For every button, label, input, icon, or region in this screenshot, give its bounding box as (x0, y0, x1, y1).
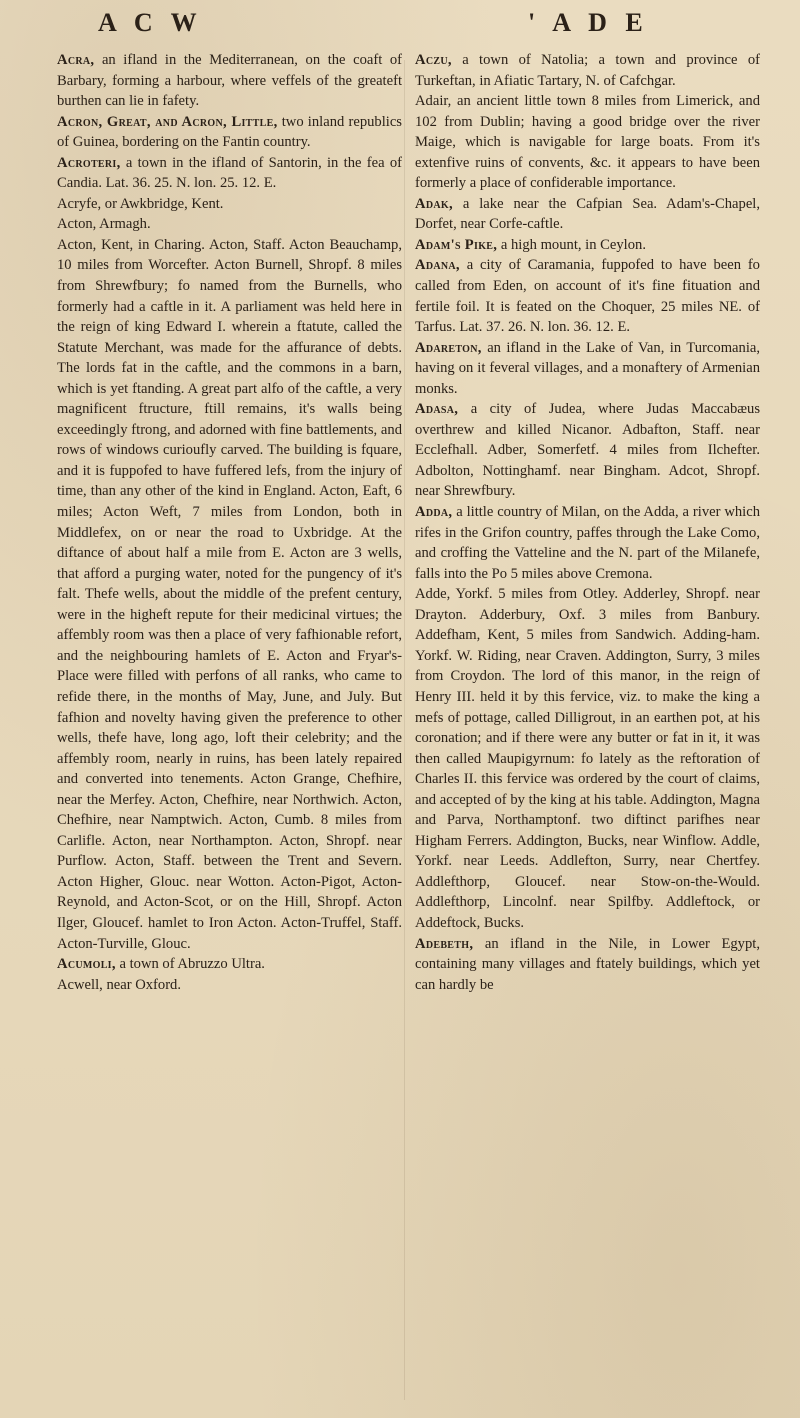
dictionary-entry (415, 399, 760, 502)
entry-headword: Adareton, (415, 339, 482, 356)
dictionary-entry (415, 194, 760, 235)
entry-headword: Acroteri, (57, 154, 121, 171)
right-column (415, 50, 760, 995)
dictionary-entry (57, 954, 402, 975)
entry-text: Acton, Armagh. (57, 216, 151, 233)
entry-headword: Adasa, (415, 401, 459, 418)
dictionary-entry (57, 194, 402, 215)
column-gutter (404, 60, 405, 1400)
dictionary-entry (415, 91, 760, 194)
dictionary-entry (415, 338, 760, 400)
header-left: A C W (98, 8, 203, 37)
entry-text: Adde, Yorkf. 5 miles from Otley. Adderley, Shropf. near Drayton. Adderbury, Oxf. 3 miles from Banbury. Addefham, Kent, 5 miles from Sandwich. Adding-ham. Yorkf. W. Riding, near Craven. Addington, Surry, 3 miles from Croydon. The lord of this manor, in the reign of Henry III. held it by this fervice, viz. to make the king a mefs of pottage, called Dilligrout, in an earthen pot, at his coronation; and if there were any butter or fat in it, it was then called Maupigyrnum: fo lately as the reftoration of Charles II. this fervice was ordered by the court of claims, and accepted of by the king at his table. Addington, Magna and Parva, Northamptonf. two diftinct parifhes near Higham Ferrers. Addington, Bucks, near Winflow. Addle, Yorkf. near Leeds. Addlefton, Surry, near Chertfey. Addlefthorp, Gloucef. near Stow-on-the-Would. Addlefthorp, Lincolnf. near Spilfby. Addleftock, or Addeftock, Bucks. (415, 586, 760, 931)
dictionary-entry (415, 235, 760, 256)
entry-headword: Adda, (415, 504, 453, 521)
entry-headword: Adana, (415, 257, 460, 274)
entry-text: Acwell, near Oxford. (57, 976, 181, 993)
entry-headword: Acron, Great, and Acron, Little, (57, 113, 278, 130)
entry-headword: Adam's Pike, (415, 236, 498, 253)
dictionary-entry (57, 235, 402, 954)
dictionary-entry (415, 584, 760, 933)
entry-headword: Acumoli, (57, 956, 116, 973)
header-right: ' A D E (528, 8, 649, 37)
entry-text: a city of Judea, where Judas Maccabæus overthrew and killed Nicanor. Adbafton, Staff. near Ecclefhall. Adber, Somerfetf. 4 miles from Ilchefter. Adbolton, Nottinghamf. near Bingham. Adcot, Shropf. near Shrewfbury. (415, 401, 760, 500)
dictionary-entry (57, 50, 402, 112)
entry-text: Acton, Kent, in Charing. Acton, Staff. Acton Beauchamp, 10 miles from Worcefter. Acton Burnell, Shropf. 8 miles from Shrewfbury; fo named from the Burnells, who formerly had a caftle in it. A parliament was held here in the reign of king Edward I. wherein a ftatute, called the Statute Merchant, was made for the affurance of debts. The lords fat in the caftle, and the commons in a barn, which is yet ftanding. A great part alfo of the caftle, a very magnificent ftructure, ftill remains, it's walls being exceedingly ftrong, and adorned with fine battlements, and rows of windows curioufly carved. The building is fquare, and it is fuppofed to have fuffered lefs, from the injury of time, than any other of the kind in England. Acton, Eaft, 6 miles; Acton Weft, 7 miles from London, both in Middlefex, on or near the road to Uxbridge. At the diftance of about half a mile from E. Acton are 3 wells, that afford a purging water, noted for the pungency of it's falt. Thefe wells, about the middle of the prefent century, were in the higheft repute for their medicinal virtues; the affembly room was then a place of very fafhionable refort, and the neighbouring hamlets of E. Acton and Fryar's-Place were filled with perfons of all ranks, who came to refide there, in the months of May, June, and July. But fafhion and novelty having given the preference to other wells, thefe have, long ago, loft their celebrity; and the affembly room, nearly in ruins, has been lately repaired and converted into tenements. Acton Grange, Chefhire, near the Merfey. Acton, Chefhire, near Northwich. Acton, Chefhire, near Namptwich. Acton, Cumb. 8 miles from Carlifle. Acton, near Northampton. Acton, Shropf. near Purflow. Acton, Staff. between the Trent and Severn. Acton Higher, Glouc. near Wotton. Acton-Pigot, Acton-Reynold, and Acton-Scot, or on the Hill, Shropf. Acton Ilger, Gloucef. hamlet to Iron Acton. Acton-Truffel, Staff. Acton-Turville, Glouc. (57, 236, 402, 952)
entry-text: Acryfe, or Awkbridge, Kent. (57, 195, 224, 212)
entry-text: a city of Caramania, fuppofed to have been fo called from Eden, on account of it's fine fituation and fertile foil. It is feated on the Choquer, 25 miles NE. of Tarfus. Lat. 37. 26. N. lon. 36. 12. E. (415, 257, 760, 336)
entry-text: a town of Natolia; a town and province of Turkeftan, in Afiatic Tartary, N. of Cafchgar. (415, 52, 761, 89)
entry-headword: Acra, (57, 52, 95, 68)
entry-text: two inland republics of Guinea, bordering on the Fantin country. (57, 113, 402, 151)
entry-text: an ifland in the Lake of Van, in Turcomania, having on it feveral villages, and a monaftery of Armenian monks. (415, 339, 760, 397)
entry-text: a lake near the Cafpian Sea. Adam's-Chapel, Dorfet, near Corfe-caftle. (415, 195, 760, 233)
dictionary-entry (57, 214, 402, 235)
entry-text: Adair, an ancient little town 8 miles from Limerick, and 102 from Dublin; having a good bridge over the river Maige, which is navigable for large boats. From it's extenfive ruins of convents, &c. it appears to have been formerly a place of confiderable importance. (415, 93, 760, 192)
entry-headword: Adak, (415, 195, 453, 212)
dictionary-entry (57, 112, 402, 153)
running-header (0, 6, 800, 46)
entry-text: an ifland in the Mediterranean, on the coaft of Barbary, forming a harbour, where veffels of the greateft burthen can lie in fafety. (57, 52, 402, 110)
entry-text: a town of Abruzzo Ultra. (119, 956, 265, 973)
entry-text: a town in the ifland of Santorin, in the fea of Candia. Lat. 36. 25. N. lon. 25. 12. E. (57, 154, 403, 192)
dictionary-entry (415, 502, 760, 584)
entry-text: an ifland in the Nile, in Lower Egypt, containing many villages and ftately buildings, which yet can hardly be (415, 935, 760, 993)
dictionary-entry (57, 975, 402, 996)
dictionary-entry (415, 50, 760, 91)
entry-headword: Adebeth, (415, 935, 474, 952)
entry-headword: Aczu, (415, 52, 452, 68)
entry-text: a little country of Milan, on the Adda, a river which rifes in the Grifon country, paffes through the Lake Como, and croffing the Vatteline and the N. part of the Milanefe, falls into the Po 5 miles above Cremona. (415, 504, 760, 582)
left-column (57, 50, 402, 995)
dictionary-entry (57, 153, 402, 194)
dictionary-entry (415, 934, 760, 996)
entry-text: a high mount, in Ceylon. (500, 236, 646, 253)
dictionary-entry (415, 255, 760, 337)
